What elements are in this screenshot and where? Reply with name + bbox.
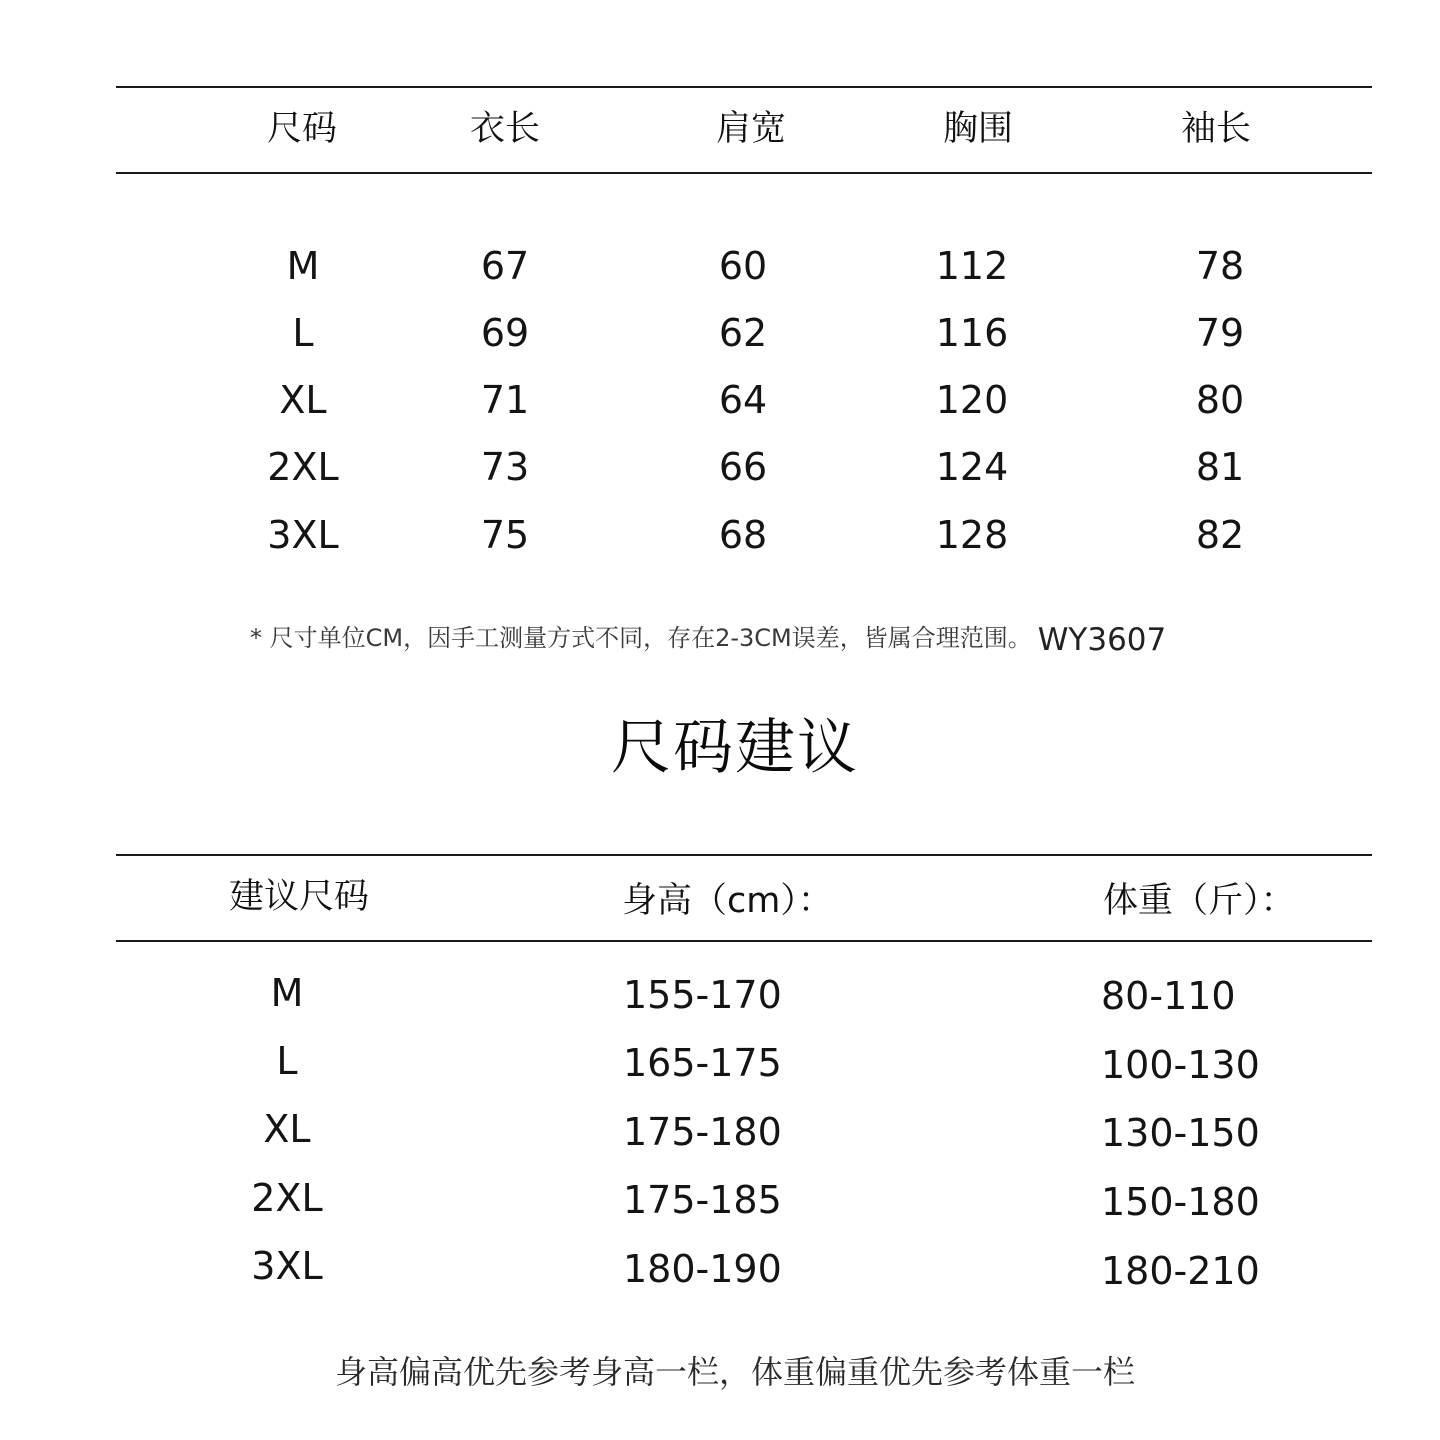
cell-sleeve: 79 [1195,311,1245,355]
cell-chest: 124 [935,445,1009,489]
cell-shoulder: 68 [718,513,768,557]
cell-size: 2XL [267,445,339,489]
cell-size: XL [263,1107,311,1151]
header-weight: 体重（斤）： [1103,881,1296,921]
header-sleeve: 袖长 [1180,109,1252,149]
recommend-table-top-rule [116,854,1372,856]
cell-shoulder: 64 [718,378,768,422]
cell-chest: 112 [935,244,1009,288]
cell-height: 155-170 [623,973,782,1017]
cell-height: 175-185 [623,1178,782,1222]
header-height: 身高（cm）： [622,881,833,921]
cell-sleeve: 80 [1195,378,1245,422]
cell-shoulder: 66 [718,445,768,489]
cell-size: L [292,311,314,355]
cell-weight: 130-150 [1101,1111,1260,1155]
recommend-footer-note: 身高偏高优先参考身高一栏，体重偏重优先参考体重一栏 [334,1353,1135,1391]
cell-chest: 128 [935,513,1009,557]
cell-size: M [286,244,320,288]
cell-size: 3XL [251,1244,323,1288]
cell-length: 73 [480,445,530,489]
cell-size: 3XL [267,513,339,557]
header-shoulder: 肩宽 [715,109,787,149]
cell-height: 165-175 [623,1041,782,1085]
cell-length: 71 [480,378,530,422]
size-table-top-rule [116,86,1372,88]
cell-length: 75 [480,513,530,557]
measurement-note [250,621,1167,658]
cell-weight: 100-130 [1101,1043,1260,1087]
cell-size: L [276,1039,298,1083]
cell-weight: 150-180 [1101,1180,1260,1224]
cell-length: 69 [480,311,530,355]
cell-chest: 120 [935,378,1009,422]
header-recommended-size: 建议尺码 [229,877,370,917]
product-code: WY3607 [1037,622,1167,658]
cell-size: M [270,971,304,1015]
cell-size: XL [279,378,327,422]
header-length: 衣长 [469,109,541,149]
cell-shoulder: 62 [718,311,768,355]
header-size: 尺码 [266,109,338,149]
header-chest: 胸围 [942,109,1014,149]
cell-weight: 180-210 [1101,1249,1260,1293]
cell-size: 2XL [251,1176,323,1220]
measurement-note-text: * 尺寸单位CM，因手工测量方式不同，存在2-3CM误差，皆属合理范围。 [250,624,1032,652]
recommend-table-header-rule [116,940,1372,942]
cell-height: 180-190 [623,1247,782,1291]
cell-length: 67 [480,244,530,288]
size-table-header-rule [116,172,1372,174]
cell-sleeve: 82 [1195,513,1245,557]
cell-shoulder: 60 [718,244,768,288]
cell-chest: 116 [935,311,1009,355]
cell-weight: 80-110 [1101,974,1236,1018]
cell-sleeve: 81 [1195,445,1245,489]
section-title: 尺码建议 [611,713,859,783]
cell-sleeve: 78 [1195,244,1245,288]
cell-height: 175-180 [623,1110,782,1154]
